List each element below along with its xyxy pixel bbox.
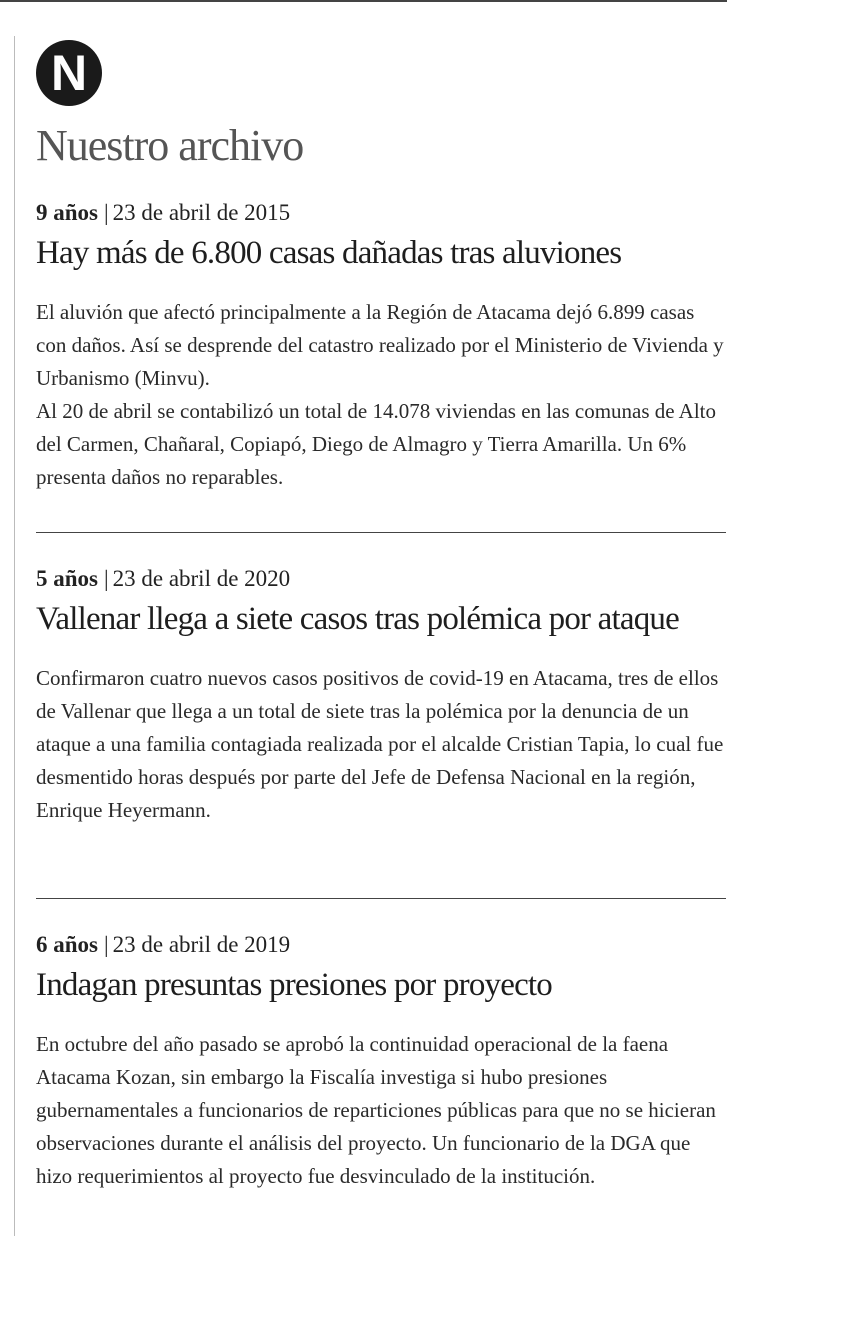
article-date: 23 de abril de 2015 (112, 200, 291, 225)
meta-separator: | (104, 932, 109, 957)
article-date: 23 de abril de 2019 (112, 932, 291, 957)
article-body (36, 662, 728, 827)
left-column-rule (14, 36, 15, 1236)
article-age: 9 años (36, 200, 98, 225)
article-body (36, 296, 728, 494)
article-paragraph: El aluvión que afectó principalmente a la Región de Atacama dejó 6.899 casas con daños. Así se desprende del catastro realizado por el Ministerio de Vivienda y Urbanismo (Minvu). (36, 300, 724, 390)
article-paragraph: En octubre del año pasado se aprobó la continuidad operacional de la faena Atacama Kozan, sin embargo la Fiscalía investiga si hubo presiones gubernamentales a funcionarios de reparticiones públicas para que no se hicieran observaciones durante el análisis del proyecto. Un funcionario de la DGA que hizo requerimientos al proyecto fue desvinculado de la institución. (36, 1032, 716, 1188)
article-body (36, 1028, 728, 1193)
article-paragraph: Al 20 de abril se contabilizó un total de 14.078 viviendas en las comunas de Alto del Carmen, Chañaral, Copiapó, Diego de Almagro y Tierra Amarilla. Un 6% presenta daños no reparables. (36, 399, 717, 489)
article-headline: Indagan presuntas presiones por proyecto (36, 967, 552, 1003)
article-headline: Hay más de 6.800 casas dañadas tras aluviones (36, 235, 622, 271)
section-logo: N (36, 40, 102, 106)
meta-separator: | (104, 566, 109, 591)
article-headline: Vallenar llega a siete casos tras polémica por ataque (36, 601, 679, 637)
article-paragraph: Confirmaron cuatro nuevos casos positivos de covid-19 en Atacama, tres de ellos de Vallenar que llega a un total de siete tras la polémica por la denuncia de un ataque a una familia contagiada realizada por el alcalde Cristian Tapia, lo cual fue desmentido horas después por parte del Jefe de Defensa Nacional en la región, Enrique Heyermann. (36, 666, 724, 822)
article-meta (36, 198, 728, 228)
article-divider (36, 532, 726, 533)
archive-article (36, 198, 728, 494)
meta-separator: | (104, 200, 109, 225)
article-meta (36, 930, 728, 960)
archive-article (36, 930, 728, 1193)
top-rule (0, 0, 727, 2)
article-divider (36, 898, 726, 899)
article-age: 5 años (36, 566, 98, 591)
article-age: 6 años (36, 932, 98, 957)
archive-article (36, 564, 728, 827)
article-date: 23 de abril de 2020 (112, 566, 291, 591)
article-meta (36, 564, 728, 594)
section-title: Nuestro archivo (36, 121, 304, 170)
